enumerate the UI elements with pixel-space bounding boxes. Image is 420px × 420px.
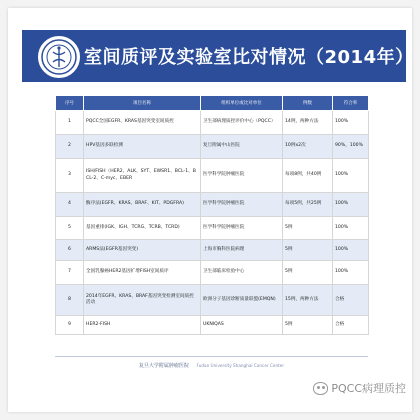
table-cell: 100% — [333, 217, 369, 240]
table-cell: 5例 — [283, 261, 333, 285]
table-cell: 2014年EGFR、KRAS、BRAF基因突变检测室间质控活动 — [84, 285, 201, 316]
table-row — [56, 159, 369, 193]
watermark-text: PQCC病理质控 — [331, 382, 406, 395]
table-cell: 每项5例，共25例 — [283, 193, 333, 217]
footer-divider — [55, 356, 368, 357]
table-cell: 全国乳腺癌HER2基因扩增FISH室间质评 — [84, 261, 201, 285]
column-header: 符合率 — [333, 96, 369, 111]
table-cell: HPV基因多联检测 — [84, 135, 201, 159]
table-cell: 上海市胸科医院病理 — [201, 240, 283, 261]
table-row — [56, 111, 369, 135]
table-row — [56, 261, 369, 285]
table-cell: 90%，100% — [333, 135, 369, 159]
table-cell: ISH/FISH（HER2、ALK、SYT、EWSR1、BCL-1、BCL-2、C-myc、EBER — [84, 159, 201, 193]
table-cell: 酶序法(EGFR、KRAS、BRAF、KIT、PDGFRA) — [84, 193, 201, 217]
table-cell: HER2-FISH — [84, 316, 201, 335]
column-header: 项目名称 — [84, 96, 201, 111]
qc-table — [55, 95, 369, 335]
table-cell: 100% — [333, 193, 369, 217]
table-cell: UKNIQAS — [201, 316, 283, 335]
page-title: 室间质评及实验室比对情况（2014年） — [84, 47, 414, 68]
table-cell: 100% — [333, 240, 369, 261]
table-cell: 14例，两种方法 — [283, 111, 333, 135]
table-cell: 合格 — [333, 316, 369, 335]
table-cell: 5例 — [283, 217, 333, 240]
table-cell: 2 — [56, 135, 84, 159]
table-cell: 1 — [56, 111, 84, 135]
table-cell: 复旦附属中山医院 — [201, 135, 283, 159]
table-cell: 合格 — [333, 285, 369, 316]
table-cell: 10例x2次 — [283, 135, 333, 159]
table-cell: 15例，两种方法 — [283, 285, 333, 316]
table-cell: 卫生部病理质控评价中心（PQCC） — [201, 111, 283, 135]
table-cell: 医学科学院肿瘤医院 — [201, 159, 283, 193]
table-row — [56, 135, 369, 159]
table-cell: 7 — [56, 261, 84, 285]
column-header: 组织单位或比对单位 — [201, 96, 283, 111]
footer-hospital-name: 复旦大学附属肿瘤医院 — [138, 363, 189, 369]
table-cell: 基因重排(IGK、IGH、TCRG、TCRB、TCRD) — [84, 217, 201, 240]
table-cell: ARMS法(EGFR基因突变) — [84, 240, 201, 261]
table-row — [56, 316, 369, 335]
table-cell: 6 — [56, 240, 84, 261]
table-cell: 5 — [56, 217, 84, 240]
table-cell: 100% — [333, 261, 369, 285]
table-cell: 9 — [56, 316, 84, 335]
table-cell: 卫生部临床检验中心 — [201, 261, 283, 285]
table-header-row — [56, 96, 369, 111]
table-cell: 医学科学院肿瘤医院 — [201, 217, 283, 240]
table-cell: 100% — [333, 111, 369, 135]
column-header: 序号 — [56, 96, 84, 111]
table-cell: PQCC全国EGFR、KRAS基因突变室间质控 — [84, 111, 201, 135]
table-cell: 8 — [56, 285, 84, 316]
footer — [55, 362, 368, 369]
table-row — [56, 240, 369, 261]
footer-hospital-name-en: Fudan University Shanghai Cancer Center — [196, 363, 285, 368]
table-cell: 5例 — [283, 316, 333, 335]
table-row — [56, 193, 369, 217]
table-cell: 4 — [56, 193, 84, 217]
watermark — [313, 379, 406, 397]
column-header: 例数 — [283, 96, 333, 111]
table-row — [56, 217, 369, 240]
hospital-emblem-icon — [36, 34, 82, 80]
table-cell: 医学科学院肿瘤医院 — [201, 193, 283, 217]
table-cell: 欧洲分子基因诊断质量联盟(EMQN) — [201, 285, 283, 316]
table-cell: 5例 — [283, 240, 333, 261]
table-row — [56, 285, 369, 316]
table-cell: 每项8例，共40例 — [283, 159, 333, 193]
wechat-icon — [313, 382, 328, 395]
table-cell: 3 — [56, 159, 84, 193]
table-cell: 100% — [333, 159, 369, 193]
